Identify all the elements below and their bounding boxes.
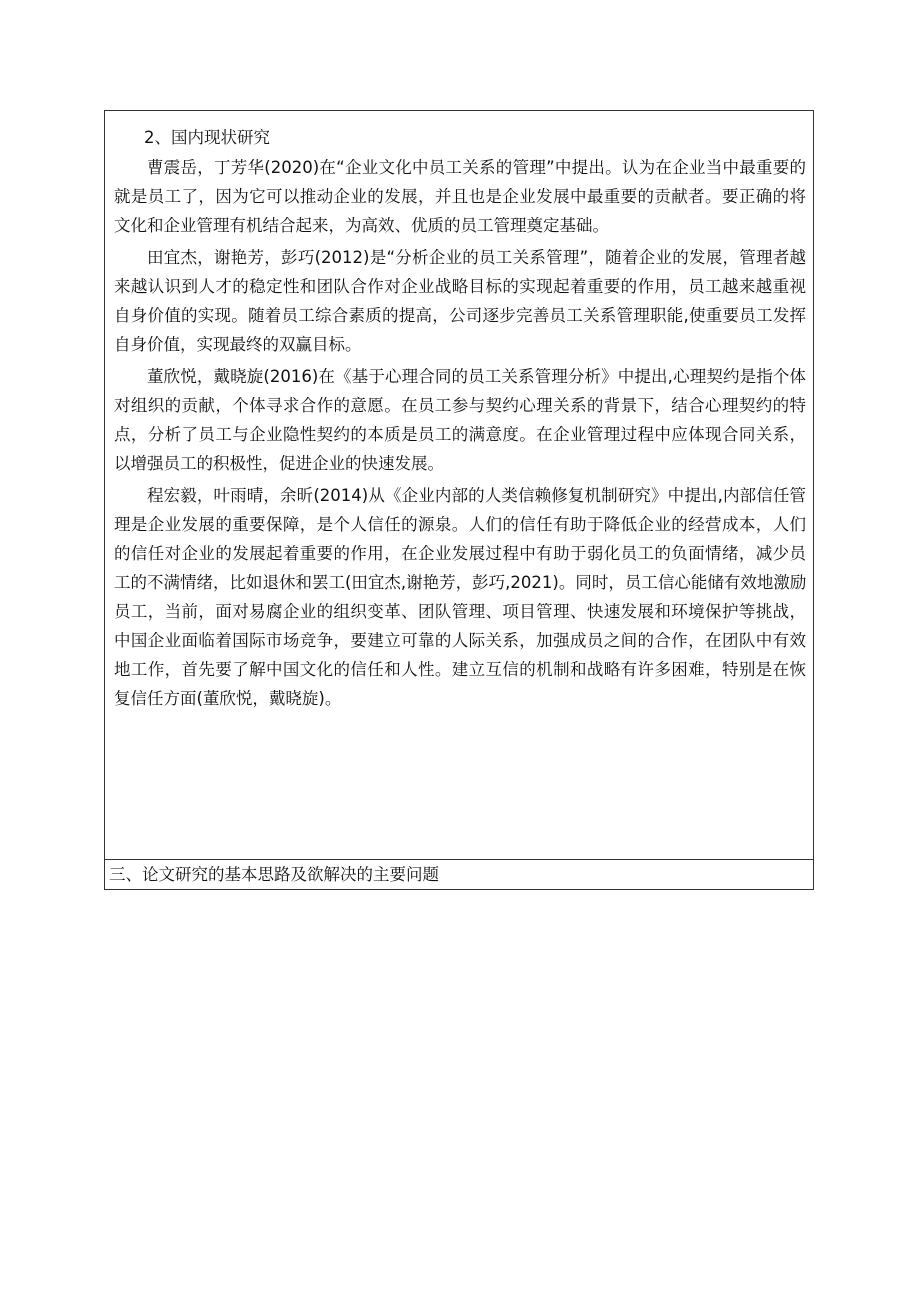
paragraph-line: 地工作，首先要了解中国文化的信任和人性。建立互信的机制和战略有许多困难，特别是在恢 bbox=[114, 660, 806, 679]
paragraph-line: 以增强员工的积极性，促进企业的快速发展。 bbox=[114, 454, 444, 473]
paragraph-line: 员工，当前，面对易腐企业的组织变革、团队管理、项目管理、快速发展和环境保护等挑战， bbox=[114, 602, 806, 621]
paragraph-line: 程宏毅，叶雨晴，余昕(2014)从《企业内部的人类信赖修复机制研究》中提出,内部信任管 bbox=[147, 486, 806, 505]
cell-body bbox=[114, 123, 806, 716]
paragraph-line: 就是员工了，因为它可以推动企业的发展，并且也是企业发展中最重要的贡献者。要正确的将 bbox=[114, 187, 806, 206]
paragraph bbox=[114, 243, 806, 359]
paragraph bbox=[114, 481, 806, 713]
paragraph-line: 对组织的贡献，个体寻求合作的意愿。在员工参与契约心理关系的背景下，结合心理契约的特 bbox=[114, 396, 806, 415]
paragraph-line: 理是企业发展的重要保障，是个人信任的源泉。人们的信任有助于降低企业的经营成本，人们 bbox=[114, 515, 806, 534]
paragraph-line: 工的不满情绪，比如退休和罢工(田宜杰,谢艳芳，彭巧,2021)。同时，员工信心能储有效地激励 bbox=[114, 573, 807, 592]
paragraph-line: 自身价值，实现最终的双赢目标。 bbox=[114, 335, 362, 354]
paragraph-line: 董欣悦，戴晓旋(2016)在《基于心理合同的员工关系管理分析》中提出,心理契约是指个体 bbox=[147, 367, 806, 386]
section-heading-row bbox=[105, 859, 813, 889]
content-table-cell bbox=[104, 110, 814, 890]
subheading: 2、国内现状研究 bbox=[144, 128, 270, 147]
paragraph-line: 中国企业面临着国际市场竞争，要建立可靠的人际关系，加强成员之间的合作，在团队中有效 bbox=[114, 631, 806, 650]
paragraph-line: 来越认识到人才的稳定性和团队合作对企业战略目标的实现起着重要的作用，员工越来越重视 bbox=[114, 277, 806, 296]
paragraph-line: 的信任对企业的发展起着重要的作用，在企业发展过程中有助于弱化员工的负面情绪，减少员 bbox=[114, 544, 806, 563]
paragraph-line: 点，分析了员工与企业隐性契约的本质是员工的满意度。在企业管理过程中应体现合同关系， bbox=[114, 425, 806, 444]
paragraph-line: 曹震岳，丁芳华(2020)在“企业文化中员工关系的管理”中提出。认为在企业当中最重要的 bbox=[147, 158, 806, 177]
paragraph-line: 自身价值的实现。随着员工综合素质的提高，公司逐步完善员工关系管理职能,使重要员工发挥 bbox=[114, 306, 806, 325]
paragraph-line: 文化和企业管理有机结合起来，为高效、优质的员工管理奠定基础。 bbox=[114, 216, 609, 235]
paragraph bbox=[114, 153, 806, 240]
paragraph-line: 复信任方面(董欣悦，戴晓旋)。 bbox=[114, 689, 342, 708]
paragraph-list bbox=[114, 153, 806, 713]
paragraph-line: 田宜杰，谢艳芳，彭巧(2012)是“分析企业的员工关系管理”，随着企业的发展，管理者越 bbox=[147, 248, 806, 267]
paragraph bbox=[114, 362, 806, 478]
section-title: 三、论文研究的基本思路及欲解决的主要问题 bbox=[109, 865, 439, 884]
